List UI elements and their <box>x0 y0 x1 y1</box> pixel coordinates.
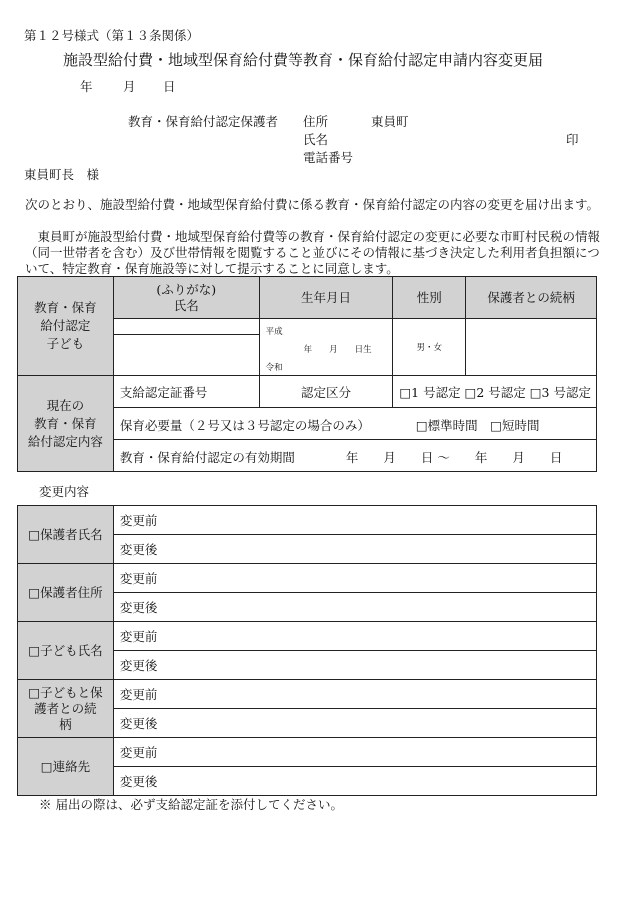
furigana-header: (ふりがな) <box>156 281 217 297</box>
after-field[interactable]: 変更後 <box>113 767 596 796</box>
care-need-label: 保育必要量（２号又は３号認定の場合のみ） <box>119 418 370 433</box>
relation-header: 保護者との続柄 <box>466 277 597 319</box>
child-furigana-field[interactable] <box>113 319 259 335</box>
before-field[interactable]: 変更前 <box>113 564 596 593</box>
birth-header: 生年月日 <box>259 277 393 319</box>
change-label-relationship[interactable]: □子どもと保 護者との続 柄 <box>18 680 114 738</box>
seal-mark: 印 <box>566 132 579 147</box>
before-field[interactable]: 変更前 <box>113 622 596 651</box>
child-gender-field[interactable]: 男・女 <box>393 319 466 376</box>
phone-label: 電話番号 <box>303 150 354 165</box>
cert-class-options[interactable]: □1 号認定 □2 号認定 □3 号認定 <box>393 376 597 408</box>
era-heisei: 平成 <box>265 327 283 337</box>
change-label-guardian-address[interactable]: □保護者住所 <box>18 564 114 622</box>
child-birth-field[interactable] <box>259 319 393 376</box>
date-day: 日 <box>163 79 176 94</box>
body-text-2: 東員町が施設型給付費・地域型保育給付費等の教育・保育給付認定の変更に必要な市町村民税の情報（同一世帯者を含む）及び世帯情報を閲覧すること並びにその情報に基づき決定した利用者負担額について、特定教育・保育施設等に対して提示することに同意します。 <box>25 229 601 276</box>
validity-row <box>113 440 596 472</box>
applicant-role: 教育・保育給付認定保護者 <box>128 114 279 129</box>
after-field[interactable]: 変更後 <box>113 709 596 738</box>
child-row-header: 教育・保育 給付認定 子ども <box>18 277 114 376</box>
form-number: 第１２号様式（第１３条関係） <box>24 28 200 43</box>
addressee: 東員町長 様 <box>24 167 100 182</box>
change-label-contact[interactable]: □連絡先 <box>18 738 114 796</box>
changes-table <box>17 505 597 796</box>
name-header: 氏名 <box>173 297 199 313</box>
name-label: 氏名 <box>303 132 329 147</box>
era-reiwa: 令和 <box>265 363 283 373</box>
birth-ymd: 年 月 日生 <box>303 345 372 355</box>
after-field[interactable]: 変更後 <box>113 535 596 564</box>
current-cert-header: 現在の 教育・保育 給付認定内容 <box>18 376 114 472</box>
date-month: 月 <box>123 79 136 94</box>
cert-class-label: 認定区分 <box>259 376 393 408</box>
name-column-header <box>113 277 259 319</box>
care-need-options[interactable]: □標準時間 □短時間 <box>415 418 540 433</box>
validity-label: 教育・保育給付認定の有効期間 <box>119 450 295 465</box>
attachment-note: ※ 届出の際は、必ず支給認定証を添付してください。 <box>39 797 343 812</box>
change-label-guardian-name[interactable]: □保護者氏名 <box>18 506 114 564</box>
before-field[interactable]: 変更前 <box>113 506 596 535</box>
after-field[interactable]: 変更後 <box>113 593 596 622</box>
child-info-table <box>17 276 597 472</box>
changes-heading: 変更内容 <box>39 484 90 499</box>
date-year: 年 <box>80 79 93 94</box>
address-value: 東員町 <box>371 114 409 129</box>
care-need-row <box>113 408 596 440</box>
before-field[interactable]: 変更前 <box>113 680 596 709</box>
body-text-1: 次のとおり、施設型給付費・地域型保育給付費に係る教育・保育給付認定の内容の変更を届け出ます。 <box>25 197 600 212</box>
address-label: 住所 <box>303 114 329 129</box>
after-field[interactable]: 変更後 <box>113 651 596 680</box>
gender-header: 性別 <box>393 277 466 319</box>
child-relation-field[interactable] <box>466 319 597 376</box>
change-label-child-name[interactable]: □子ども氏名 <box>18 622 114 680</box>
child-name-field[interactable] <box>113 335 259 376</box>
before-field[interactable]: 変更前 <box>113 738 596 767</box>
form-title: 施設型給付費・地域型保育給付費等教育・保育給付認定申請内容変更届 <box>63 51 544 69</box>
validity-range[interactable]: 年 月 日 〜 年 月 日 <box>345 450 563 465</box>
cert-number-label: 支給認定証番号 <box>113 376 259 408</box>
